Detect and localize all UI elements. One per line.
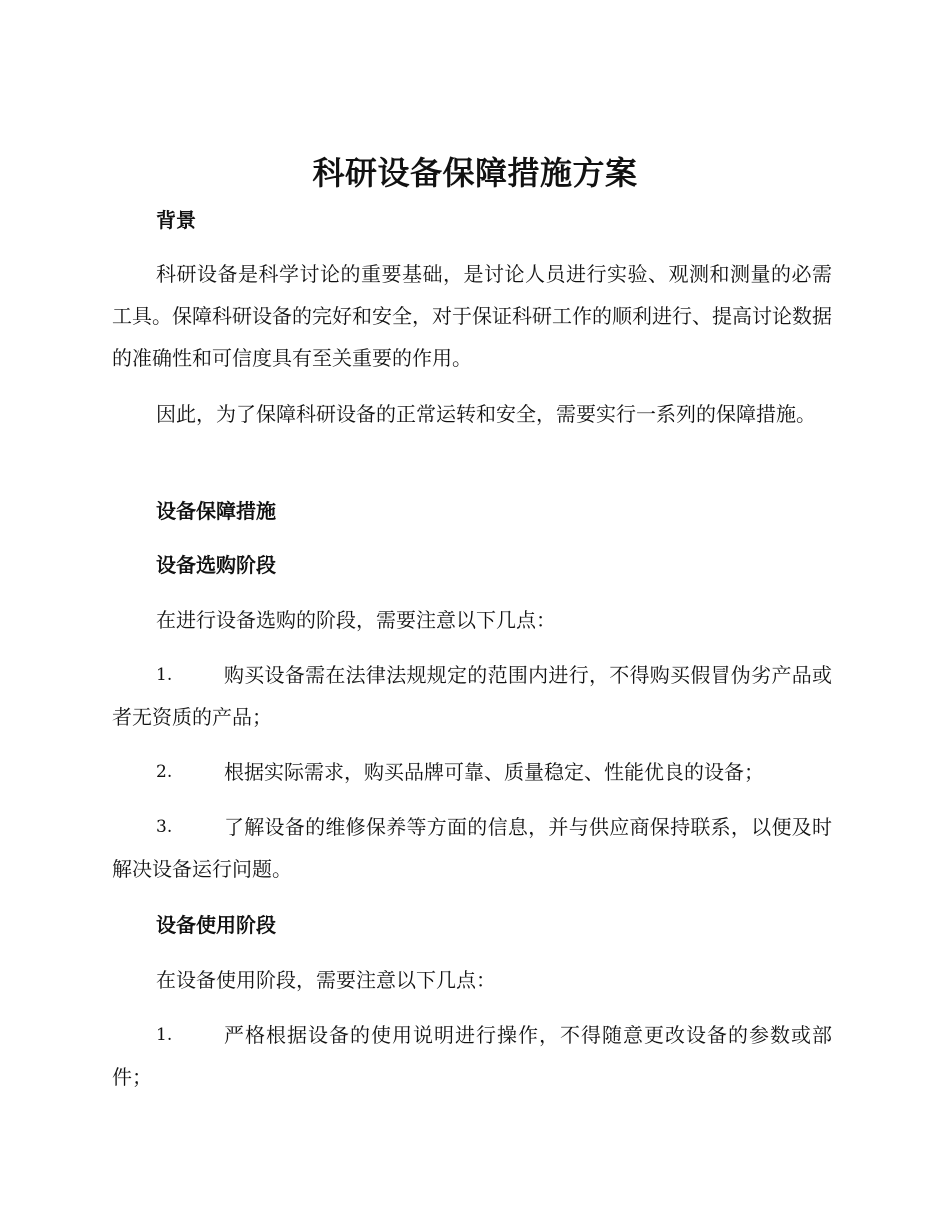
procurement-intro: 在进行设备选购的阶段，需要注意以下几点：	[156, 608, 556, 632]
measures-heading: 设备保障措施	[156, 499, 276, 523]
list-text: 了解设备的维修保养等方面的信息，并与供应商保持联系，以便及时解决设备运行问题。	[112, 815, 832, 881]
list-text: 严格根据设备的使用说明进行操作，不得随意更改设备的参数或部件；	[112, 1023, 832, 1089]
list-text: 根据实际需求，购买品牌可靠、质量稳定、性能优良的设备；	[224, 760, 764, 784]
background-paragraph-1: 科研设备是科学讨论的重要基础，是讨论人员进行实验、观测和测量的必需工具。保障科研设备的完好和安全，对于保证科研工作的顺利进行、提高讨论数据的准确性和可信度具有至关重要的作用。	[112, 262, 832, 370]
procurement-heading: 设备选购阶段	[156, 553, 276, 577]
procurement-list-item-3	[112, 806, 832, 890]
document-title: 科研设备保障措施方案	[312, 154, 638, 192]
usage-heading: 设备使用阶段	[156, 913, 276, 937]
list-number: 1.	[156, 665, 173, 685]
list-number: 1.	[156, 1025, 173, 1045]
background-paragraph-2: 因此，为了保障科研设备的正常运转和安全，需要实行一系列的保障措施。	[156, 402, 816, 426]
list-text: 购买设备需在法律法规规定的范围内进行，不得购买假冒伪劣产品或者无资质的产品；	[112, 663, 832, 729]
usage-intro: 在设备使用阶段，需要注意以下几点：	[156, 968, 496, 992]
procurement-list-item-2	[112, 751, 832, 793]
background-heading: 背景	[156, 208, 196, 232]
procurement-list-item-1	[112, 654, 832, 738]
usage-list-item-1	[112, 1014, 832, 1098]
list-number: 2.	[156, 762, 173, 782]
list-number: 3.	[156, 817, 173, 837]
